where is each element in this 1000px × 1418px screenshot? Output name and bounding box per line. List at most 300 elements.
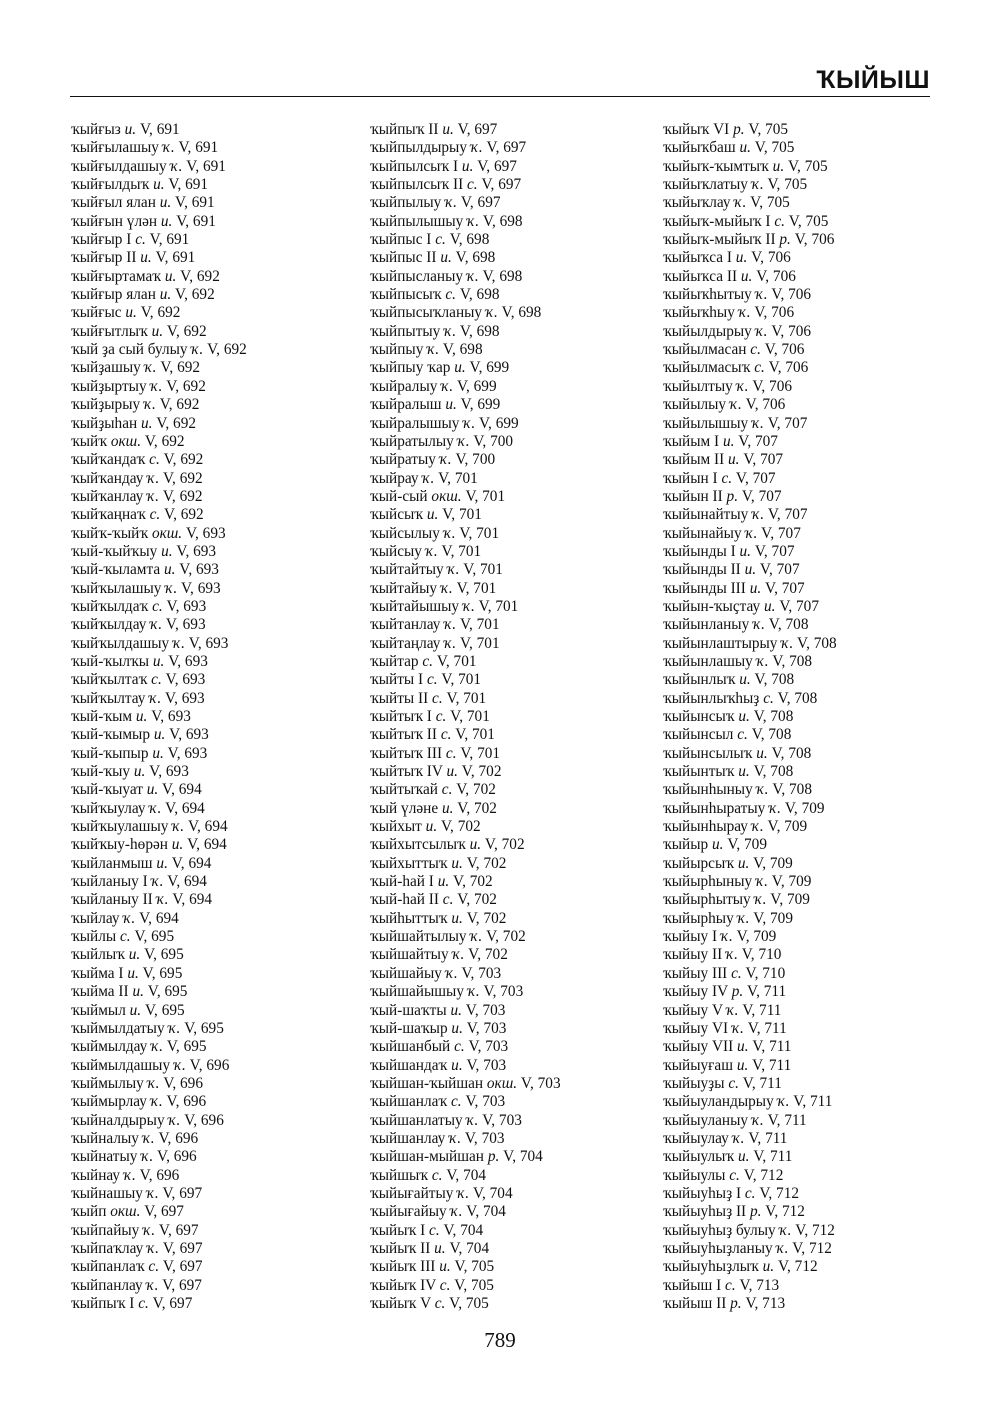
index-entry (663, 818, 953, 836)
index-entry (663, 1295, 953, 1313)
index-entry (663, 249, 953, 267)
entry-part-of-speech: ҡ. (751, 818, 764, 836)
entry-part-of-speech: ҡ. (756, 781, 769, 799)
entry-part-of-speech: ҡ. (736, 377, 749, 395)
entry-word: ҡыйтыҡ I (370, 708, 432, 725)
entry-reference: V, 700 (455, 451, 496, 469)
index-entry (71, 800, 361, 818)
entry-word: ҡыйнау (71, 1166, 121, 1184)
entry-part-of-speech: с. (439, 1276, 451, 1294)
entry-part-of-speech: р. (726, 487, 739, 505)
index-entry (663, 323, 953, 341)
entry-reference: V, 707 (735, 469, 776, 487)
entry-reference: V, 701 (460, 744, 501, 762)
entry-part-of-speech: и. (756, 744, 768, 762)
entry-reference: V, 708 (753, 708, 794, 725)
index-entry (71, 983, 361, 1001)
index-entry (663, 268, 953, 286)
index-entry (370, 139, 660, 157)
entry-word: ҡыйҡыулау (71, 799, 146, 817)
entry-part-of-speech: ҡ. (150, 1093, 163, 1111)
entry-reference: V, 712 (792, 1239, 832, 1257)
entry-part-of-speech: и. (440, 249, 452, 267)
entry-part-of-speech: ҡ. (450, 1203, 463, 1221)
entry-part-of-speech: ҡ. (444, 634, 457, 652)
entry-reference: V, 698 (501, 304, 542, 322)
entry-word: ҡыйпанлау (71, 1276, 143, 1294)
index-entry (663, 158, 953, 176)
entry-word: ҡыйыҡбаш (663, 139, 736, 157)
entry-reference: V, 702 (466, 854, 507, 872)
entry-word: ҡыйынлашыу (663, 652, 753, 670)
entry-reference: V, 698 (459, 286, 500, 304)
entry-word: ҡыйтайтыу (370, 561, 444, 579)
index-entry (370, 873, 660, 891)
entry-part-of-speech: и. (132, 983, 144, 1001)
entry-reference: V, 706 (794, 231, 835, 249)
entry-reference: V, 703 (461, 964, 502, 982)
index-entry (663, 1075, 953, 1093)
entry-word: ҡыйҡаңнаҡ (71, 506, 146, 524)
entry-word: ҡый-ҡыпыр (71, 744, 149, 762)
index-entry (370, 1148, 660, 1166)
entry-part-of-speech: с. (148, 1258, 160, 1276)
entry-word: ҡыйынһыныу (663, 781, 753, 799)
entry-word: ҡыйыуландырыу (663, 1093, 774, 1111)
entry-word: ҡыйтыҡ III (370, 744, 443, 762)
entry-reference: V, 692 (159, 396, 200, 414)
entry-part-of-speech: окш. (110, 432, 142, 450)
entry-word: ҡый-ҡылҡы (71, 652, 150, 670)
entry-word: ҡыйылмасыҡ (663, 359, 751, 377)
entry-word: ҡыйҡандаҡ (71, 451, 146, 469)
index-entry (663, 616, 953, 634)
entry-part-of-speech: и. (445, 396, 457, 414)
entry-reference: V, 693 (149, 763, 189, 781)
entry-part-of-speech: ҡ. (144, 359, 157, 377)
index-entry (370, 1185, 660, 1203)
entry-word: ҡыйтайышыу (370, 597, 460, 615)
entry-part-of-speech: и. (446, 763, 458, 781)
index-entry (71, 708, 361, 726)
entry-part-of-speech: с. (432, 689, 443, 707)
entry-reference: V, 696 (184, 1111, 224, 1129)
entry-word: ҡыйхыт (370, 818, 422, 836)
index-entry (370, 359, 660, 377)
page-number: 789 (484, 1328, 516, 1352)
entry-word: ҡыйынайыу (663, 524, 742, 542)
index-entry (370, 671, 660, 689)
index-entry (663, 983, 953, 1001)
index-entry (71, 231, 361, 249)
index-entry (663, 176, 953, 194)
entry-word: ҡыйғыл ялан (71, 194, 156, 212)
entry-reference: V, 694 (162, 781, 202, 799)
entry-word: ҡыйхыттыҡ (370, 854, 448, 872)
index-entry (370, 1057, 660, 1075)
index-entry (71, 690, 361, 708)
index-entry (71, 653, 361, 671)
entry-reference: V, 706 (751, 249, 791, 267)
entry-word: ҡыйрау (370, 469, 419, 487)
entry-word: ҡыйыҡ II (370, 1239, 431, 1257)
entry-part-of-speech: ҡ. (146, 1276, 159, 1294)
entry-word: ҡыймылыу (71, 1074, 144, 1092)
entry-part-of-speech: ҡ. (444, 322, 457, 340)
entry-reference: V, 707 (741, 487, 782, 505)
index-entry (370, 158, 660, 176)
entry-reference: V, 708 (797, 634, 837, 652)
entry-part-of-speech: ҡ. (754, 891, 767, 909)
entry-word: ҡыйһыттыҡ (370, 909, 448, 927)
entry-part-of-speech: ҡ. (445, 964, 458, 982)
entry-word: ҡый-һай I (370, 873, 434, 891)
entry-word: ҡыйпысыҡланыу (370, 304, 483, 322)
entry-reference: V, 699 (460, 396, 501, 414)
entry-part-of-speech: с. (774, 212, 785, 230)
entry-part-of-speech: ҡ. (143, 1221, 156, 1239)
entry-part-of-speech: с. (728, 1074, 739, 1092)
entry-part-of-speech: ҡ. (173, 1056, 186, 1074)
entry-word: ҡыймылдау (71, 1038, 148, 1056)
index-entry (663, 800, 953, 818)
entry-part-of-speech: и. (153, 176, 165, 194)
index-entry (71, 1093, 361, 1111)
index-entry (663, 415, 953, 433)
entry-reference: V, 694 (167, 873, 207, 891)
entry-part-of-speech: и. (163, 561, 176, 579)
entry-reference: V, 701 (456, 579, 497, 597)
entry-word: ҡыйыҡ VI (663, 121, 730, 138)
index-entry (370, 616, 660, 634)
entry-part-of-speech: с. (435, 708, 447, 725)
entry-part-of-speech: с. (445, 286, 456, 304)
index-entry (663, 598, 953, 616)
entry-part-of-speech: ҡ. (447, 561, 460, 579)
entry-word: ҡыйҡылдашыу (71, 634, 170, 652)
entry-word: ҡыйҡыу-һөрән (71, 836, 168, 854)
entry-word: ҡыйырһытыу (663, 891, 751, 909)
entry-reference: V, 696 (157, 1148, 197, 1166)
index-entry (663, 1240, 953, 1258)
entry-reference: V, 691 (186, 157, 226, 175)
entry-part-of-speech: с. (149, 451, 160, 469)
entry-word: ҡыйналдырыу (71, 1111, 165, 1129)
entry-word: ҡыйғылдашыу (71, 157, 167, 175)
entry-word: ҡыйылдырыу (663, 322, 752, 340)
entry-part-of-speech: и. (434, 1239, 446, 1257)
entry-part-of-speech: ҡ. (466, 267, 479, 285)
entry-reference: V, 708 (768, 616, 809, 634)
entry-part-of-speech: и. (737, 854, 750, 872)
entry-reference: V, 705 (767, 176, 808, 194)
index-entry (370, 231, 660, 249)
entry-word: ҡыйынтыҡ (663, 763, 735, 781)
entry-word: ҡыйҙыртыу (71, 377, 147, 395)
entry-part-of-speech: и. (151, 322, 164, 340)
entry-reference: V, 709 (784, 799, 825, 817)
entry-part-of-speech: и. (441, 799, 454, 817)
entry-part-of-speech: ҡ. (731, 1019, 744, 1037)
index-entry (71, 1240, 361, 1258)
entry-part-of-speech: ҡ. (452, 946, 465, 964)
entry-word: ҡыймылдашыу (71, 1056, 171, 1074)
index-entry (663, 470, 953, 488)
entry-word: ҡыйынды III (663, 579, 746, 597)
entry-part-of-speech: и. (159, 194, 172, 212)
entry-part-of-speech: и. (159, 286, 172, 304)
entry-word: ҡыйынланыу (663, 616, 750, 634)
entry-part-of-speech: и. (152, 744, 164, 762)
index-entry (663, 121, 953, 139)
index-entry (370, 928, 660, 946)
entry-part-of-speech: и. (125, 304, 137, 322)
entry-reference: V, 691 (176, 212, 216, 230)
entry-reference: V, 708 (754, 671, 795, 689)
entry-part-of-speech: ҡ. (427, 341, 440, 359)
entry-part-of-speech: ҡ. (781, 634, 794, 652)
entry-word: ҡыйма I (71, 964, 124, 982)
index-entry (71, 671, 361, 689)
index-entry (663, 1167, 953, 1185)
entry-word: ҡыйшанлатыу (370, 1111, 463, 1129)
index-entry (663, 946, 953, 964)
entry-part-of-speech: р. (731, 983, 744, 1001)
entry-reference: V, 693 (185, 524, 226, 542)
entry-word: ҡыйҙыһан (71, 414, 138, 432)
index-entry (370, 1277, 660, 1295)
entry-reference: V, 695 (134, 928, 175, 946)
index-entry (663, 359, 953, 377)
entry-part-of-speech: и. (153, 726, 166, 744)
entry-word: ҡыйҡ-ҡыйҡ (71, 524, 149, 542)
entry-part-of-speech: и. (454, 359, 466, 377)
entry-part-of-speech: с. (454, 1038, 465, 1056)
index-entry (370, 745, 660, 763)
entry-word: ҡыйынсылыҡ (663, 744, 753, 762)
entry-part-of-speech: и. (164, 267, 177, 285)
index-entry (370, 543, 660, 561)
entry-word: ҡыймыл (71, 1001, 126, 1019)
entry-reference: V, 711 (752, 1038, 792, 1056)
entry-part-of-speech: с. (429, 1221, 440, 1239)
entry-reference: V, 692 (156, 414, 196, 432)
entry-reference: V, 696 (158, 1129, 199, 1147)
entry-word: ҡыйыҡлау (663, 194, 731, 212)
index-entry (71, 1148, 361, 1166)
entry-word: ҡыйпыс I (370, 231, 432, 249)
entry-word: ҡыйыҡ IV (370, 1276, 436, 1294)
entry-reference: V, 697 (457, 121, 498, 138)
running-headword: ҠЫЙЫШ (816, 66, 930, 94)
entry-word: ҡыйғыр ялан (71, 286, 156, 304)
entry-part-of-speech: и. (451, 1019, 463, 1037)
entry-part-of-speech: с. (426, 671, 438, 689)
entry-part-of-speech: ҡ. (151, 873, 164, 891)
entry-part-of-speech: ҡ. (729, 396, 742, 414)
entry-part-of-speech: ҡ. (146, 1184, 159, 1202)
entry-word: ҡыйыуһыҙланыу (663, 1239, 773, 1257)
entry-reference: V, 691 (175, 194, 215, 212)
index-entry (370, 415, 660, 433)
entry-part-of-speech: с. (737, 726, 748, 744)
entry-reference: V, 691 (168, 176, 209, 194)
index-entry (71, 323, 361, 341)
index-entry (71, 965, 361, 983)
entry-reference: V, 693 (176, 542, 217, 560)
entry-part-of-speech: ҡ. (149, 799, 162, 817)
index-entry (71, 891, 361, 909)
index-entry (71, 525, 361, 543)
entry-word: ҡыйыҡ-мыйыҡ I (663, 212, 771, 230)
entry-part-of-speech: р. (749, 1203, 762, 1221)
index-entry (370, 286, 660, 304)
entry-word: ҡыйтаңлау (370, 634, 441, 652)
entry-reference: V, 711 (753, 1148, 793, 1166)
entry-reference: V, 702 (486, 928, 526, 946)
entry-reference: V, 712 (765, 1203, 805, 1221)
entry-part-of-speech: и. (127, 964, 139, 982)
entry-part-of-speech: с. (149, 506, 161, 524)
index-entry (71, 158, 361, 176)
entry-part-of-speech: с. (721, 469, 733, 487)
entry-part-of-speech: ҡ. (173, 634, 185, 652)
entry-reference: V, 701 (441, 671, 482, 689)
entry-word: ҡыйыу IV (663, 983, 728, 1001)
entry-part-of-speech: ҡ. (751, 1111, 764, 1129)
index-entry (71, 543, 361, 561)
entry-reference: V, 701 (463, 561, 503, 579)
entry-part-of-speech: ҡ. (755, 322, 768, 340)
entry-part-of-speech: ҡ. (732, 1129, 745, 1147)
entry-word: ҡыйыҡса I (663, 249, 732, 267)
entry-word: ҡыйынһырау (663, 818, 748, 836)
entry-word: ҡыйғыс (71, 304, 122, 322)
entry-reference: V, 701 (436, 652, 477, 670)
entry-part-of-speech: ҡ. (470, 928, 483, 946)
index-entry (370, 580, 660, 598)
entry-word: ҡыйпысланыу (370, 267, 464, 285)
entry-word: ҡыйынһыратыу (663, 799, 766, 817)
index-entry (663, 635, 953, 653)
index-entry (71, 470, 361, 488)
index-entry (663, 690, 953, 708)
entry-reference: V, 693 (188, 634, 229, 652)
entry-word: ҡыйғын үлән (71, 212, 158, 230)
entry-reference: V, 692 (160, 359, 201, 377)
entry-part-of-speech: ҡ. (726, 946, 738, 964)
entry-reference: V, 709 (770, 891, 810, 909)
entry-reference: V, 692 (164, 506, 204, 524)
index-entry (370, 763, 660, 781)
index-entry (370, 1112, 660, 1130)
entry-reference: V, 703 (466, 1056, 507, 1074)
index-entry (71, 836, 361, 854)
index-entry (71, 249, 361, 267)
index-entry (370, 891, 660, 909)
entry-word: ҡыйҡылтаҡ (71, 671, 148, 689)
entry-part-of-speech: с. (451, 1093, 462, 1111)
entry-word: ҡыйп (71, 1203, 107, 1221)
entry-part-of-speech: ҡ. (457, 1184, 470, 1202)
entry-reference: V, 706 (768, 359, 809, 377)
entry-word: ҡыйралышыу (370, 414, 460, 432)
index-entry (663, 836, 953, 854)
index-entry (663, 1258, 953, 1276)
entry-word: ҡыйырһыныу (663, 873, 753, 891)
index-entry (71, 506, 361, 524)
index-entry (71, 635, 361, 653)
index-entry (71, 433, 361, 451)
entry-word: ҡыйылышыу (663, 414, 749, 432)
entry-reference: V, 704 (443, 1221, 484, 1239)
index-entry (71, 763, 361, 781)
index-entry (370, 1295, 660, 1313)
entry-word: ҡыйыу VI (663, 1019, 729, 1037)
index-entry (370, 598, 660, 616)
entry-reference: V, 702 (461, 763, 502, 781)
entry-reference: V, 705 (787, 157, 828, 175)
entry-reference: V, 703 (465, 1093, 506, 1111)
entry-word: ҡыйҡыулашыу (71, 818, 169, 836)
entry-reference: V, 709 (767, 818, 808, 836)
entry-word: ҡыйыуһыҙлыҡ (663, 1258, 759, 1276)
entry-word: ҡый-ҡымыр (71, 726, 150, 744)
entry-reference: V, 706 (771, 322, 812, 340)
entry-reference: V, 692 (175, 286, 215, 304)
entry-word: ҡыйпысыҡ (370, 286, 442, 304)
entry-part-of-speech: с. (442, 891, 454, 909)
entry-word: ҡыйыҡ III (370, 1258, 436, 1276)
index-entry (663, 378, 953, 396)
entry-word: ҡыйпанлаҡ (71, 1258, 145, 1276)
entry-part-of-speech: ҡ. (172, 818, 185, 836)
entry-word: ҡыйғыртамаҡ (71, 267, 162, 285)
entry-reference: V, 703 (483, 983, 524, 1001)
entry-part-of-speech: ҡ. (756, 873, 768, 891)
entry-part-of-speech: с. (440, 726, 452, 744)
entry-word: ҡыйғылашыу (71, 139, 159, 157)
entry-part-of-speech: ҡ. (445, 194, 457, 212)
entry-reference: V, 709 (753, 854, 793, 872)
index-column-2 (370, 121, 660, 1313)
index-entry (663, 1185, 953, 1203)
index-entry (71, 451, 361, 469)
entry-part-of-speech: ҡ. (467, 983, 480, 1001)
entry-reference: V, 694 (187, 836, 227, 854)
entry-word: ҡыйыу V (663, 1001, 723, 1019)
entry-reference: V, 697 (144, 1203, 184, 1221)
index-entry (71, 415, 361, 433)
entry-word: ҡыйғыр I (71, 231, 132, 249)
entry-part-of-speech: ҡ. (151, 1038, 164, 1056)
index-entry (71, 268, 361, 286)
entry-part-of-speech: и. (141, 414, 153, 432)
entry-word: ҡыйты I (370, 671, 424, 689)
entry-word: ҡыйыҡ I (370, 1221, 426, 1239)
entry-reference: V, 692 (180, 267, 220, 285)
entry-word: ҡыйпыу ҡар (370, 359, 451, 377)
entry-part-of-speech: ҡ. (485, 304, 498, 322)
entry-part-of-speech: ҡ. (123, 909, 136, 927)
entry-part-of-speech: с. (750, 341, 761, 359)
entry-word: ҡыйлыҡ (71, 946, 125, 964)
entry-word: ҡыйылтыу (663, 377, 733, 395)
entry-part-of-speech: и. (740, 267, 753, 285)
entry-word: ҡыйын II (663, 487, 723, 505)
entry-word: ҡыйын I (663, 469, 718, 487)
entry-reference: V, 704 (472, 1184, 513, 1202)
